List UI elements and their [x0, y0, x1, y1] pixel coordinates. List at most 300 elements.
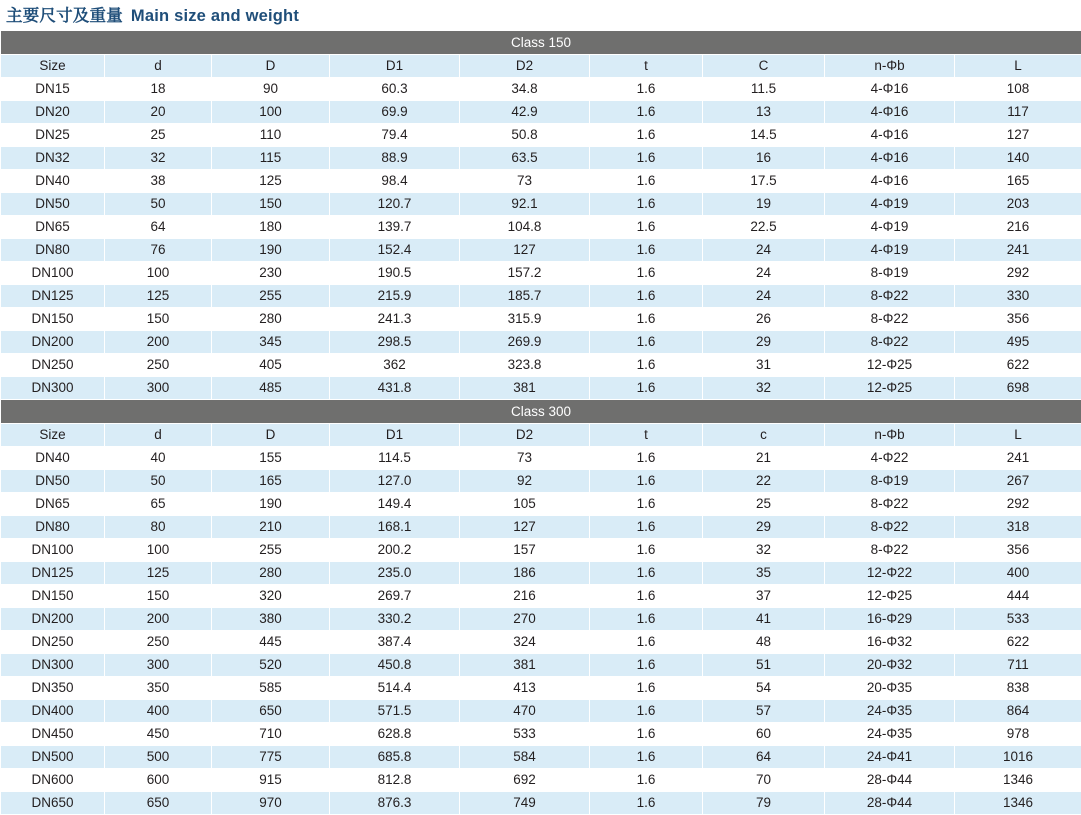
cell-value: 29: [703, 331, 825, 354]
cell-value: 8-Φ22: [825, 539, 955, 562]
cell-size: DN250: [1, 354, 105, 377]
cell-value: 1.6: [590, 239, 703, 262]
cell-value: 710: [212, 723, 330, 746]
cell-value: 125: [105, 285, 212, 308]
cell-value: 203: [955, 193, 1081, 216]
cell-value: 1.6: [590, 285, 703, 308]
cell-value: 571.5: [330, 700, 460, 723]
cell-value: 8-Φ22: [825, 285, 955, 308]
cell-size: DN350: [1, 677, 105, 700]
cell-value: 292: [955, 262, 1081, 285]
cell-value: 24: [703, 239, 825, 262]
cell-value: 230: [212, 262, 330, 285]
table-row: [1, 539, 1081, 562]
cell-value: 38: [105, 170, 212, 193]
page-title-chinese: 主要尺寸及重量: [6, 7, 123, 25]
cell-value: 241: [955, 447, 1081, 470]
cell-value: 514.4: [330, 677, 460, 700]
column-header: t: [590, 424, 703, 447]
cell-value: 400: [955, 562, 1081, 585]
cell-value: 4-Φ16: [825, 170, 955, 193]
cell-value: 108: [955, 78, 1081, 101]
cell-value: 362: [330, 354, 460, 377]
cell-value: 350: [105, 677, 212, 700]
cell-value: 1.6: [590, 608, 703, 631]
cell-value: 1016: [955, 746, 1081, 769]
table-row: [1, 239, 1081, 262]
cell-value: 88.9: [330, 147, 460, 170]
cell-size: DN450: [1, 723, 105, 746]
cell-value: 1.6: [590, 585, 703, 608]
cell-size: DN600: [1, 769, 105, 792]
cell-value: 64: [703, 746, 825, 769]
cell-value: 8-Φ22: [825, 493, 955, 516]
table-row: [1, 631, 1081, 654]
cell-size: DN32: [1, 147, 105, 170]
cell-size: DN200: [1, 608, 105, 631]
cell-value: 127: [460, 239, 590, 262]
cell-value: 250: [105, 631, 212, 654]
table-row: [1, 585, 1081, 608]
cell-value: 79.4: [330, 124, 460, 147]
table-row: [1, 354, 1081, 377]
cell-value: 444: [955, 585, 1081, 608]
cell-size: DN80: [1, 516, 105, 539]
cell-value: 450: [105, 723, 212, 746]
cell-value: 533: [460, 723, 590, 746]
cell-value: 1.6: [590, 769, 703, 792]
table-body: [1, 31, 1081, 815]
cell-value: 17.5: [703, 170, 825, 193]
column-header: Size: [1, 55, 105, 78]
cell-value: 29: [703, 516, 825, 539]
cell-size: DN250: [1, 631, 105, 654]
cell-value: 1.6: [590, 562, 703, 585]
cell-value: 73: [460, 447, 590, 470]
cell-value: 98.4: [330, 170, 460, 193]
cell-value: 4-Φ19: [825, 193, 955, 216]
cell-size: DN650: [1, 792, 105, 815]
cell-size: DN300: [1, 654, 105, 677]
column-header: D1: [330, 55, 460, 78]
cell-value: 24: [703, 262, 825, 285]
cell-size: DN200: [1, 331, 105, 354]
column-header: n-Φb: [825, 55, 955, 78]
cell-value: 60: [703, 723, 825, 746]
cell-value: 150: [105, 308, 212, 331]
cell-value: 12-Φ25: [825, 585, 955, 608]
cell-value: 8-Φ19: [825, 262, 955, 285]
cell-value: 216: [955, 216, 1081, 239]
cell-value: 749: [460, 792, 590, 815]
cell-value: 4-Φ16: [825, 147, 955, 170]
main-size-weight-table: [0, 30, 1081, 815]
cell-value: 381: [460, 654, 590, 677]
table-row: [1, 377, 1081, 400]
cell-value: 4-Φ16: [825, 124, 955, 147]
table-row: [1, 308, 1081, 331]
cell-value: 450.8: [330, 654, 460, 677]
cell-value: 711: [955, 654, 1081, 677]
cell-value: 190: [212, 493, 330, 516]
cell-size: DN100: [1, 539, 105, 562]
column-header: t: [590, 55, 703, 78]
cell-value: 28-Φ44: [825, 769, 955, 792]
cell-value: 200.2: [330, 539, 460, 562]
cell-value: 20-Φ32: [825, 654, 955, 677]
cell-value: 269.7: [330, 585, 460, 608]
cell-value: 345: [212, 331, 330, 354]
page-title-english: Main size and weight: [131, 7, 299, 25]
cell-value: 300: [105, 377, 212, 400]
cell-value: 413: [460, 677, 590, 700]
cell-value: 16: [703, 147, 825, 170]
class-band-label: Class 150: [1, 31, 1081, 55]
cell-value: 628.8: [330, 723, 460, 746]
cell-value: 1.6: [590, 746, 703, 769]
cell-value: 92.1: [460, 193, 590, 216]
cell-value: 298.5: [330, 331, 460, 354]
cell-value: 37: [703, 585, 825, 608]
cell-size: DN50: [1, 193, 105, 216]
cell-value: 31: [703, 354, 825, 377]
cell-value: 1.6: [590, 654, 703, 677]
cell-value: 4-Φ19: [825, 216, 955, 239]
cell-value: 8-Φ22: [825, 331, 955, 354]
cell-value: 25: [105, 124, 212, 147]
table-row: [1, 262, 1081, 285]
cell-value: 165: [955, 170, 1081, 193]
cell-value: 324: [460, 631, 590, 654]
cell-value: 180: [212, 216, 330, 239]
table-row: [1, 654, 1081, 677]
cell-size: DN125: [1, 285, 105, 308]
cell-value: 698: [955, 377, 1081, 400]
cell-value: 269.9: [460, 331, 590, 354]
cell-value: 1.6: [590, 101, 703, 124]
cell-value: 330.2: [330, 608, 460, 631]
table-header-row: [1, 424, 1081, 447]
cell-value: 139.7: [330, 216, 460, 239]
cell-value: 186: [460, 562, 590, 585]
cell-value: 165: [212, 470, 330, 493]
cell-value: 125: [105, 562, 212, 585]
cell-value: 330: [955, 285, 1081, 308]
cell-value: 32: [105, 147, 212, 170]
column-header: L: [955, 424, 1081, 447]
cell-value: 431.8: [330, 377, 460, 400]
cell-value: 28-Φ44: [825, 792, 955, 815]
cell-value: 50: [105, 193, 212, 216]
cell-value: 692: [460, 769, 590, 792]
cell-value: 1.6: [590, 78, 703, 101]
cell-value: 105: [460, 493, 590, 516]
cell-value: 1.6: [590, 539, 703, 562]
cell-value: 20-Φ35: [825, 677, 955, 700]
cell-value: 21: [703, 447, 825, 470]
table-row: [1, 700, 1081, 723]
cell-value: 485: [212, 377, 330, 400]
cell-size: DN40: [1, 447, 105, 470]
cell-value: 110: [212, 124, 330, 147]
cell-value: 16-Φ29: [825, 608, 955, 631]
column-header: d: [105, 424, 212, 447]
cell-value: 24-Φ41: [825, 746, 955, 769]
cell-size: DN150: [1, 308, 105, 331]
cell-value: 280: [212, 308, 330, 331]
cell-value: 1.6: [590, 470, 703, 493]
cell-value: 63.5: [460, 147, 590, 170]
cell-value: 149.4: [330, 493, 460, 516]
column-header: c: [703, 424, 825, 447]
cell-value: 241: [955, 239, 1081, 262]
table-row: [1, 493, 1081, 516]
cell-size: DN50: [1, 470, 105, 493]
cell-value: 4-Φ19: [825, 239, 955, 262]
cell-value: 1.6: [590, 700, 703, 723]
cell-value: 22: [703, 470, 825, 493]
cell-value: 35: [703, 562, 825, 585]
cell-size: DN25: [1, 124, 105, 147]
cell-value: 533: [955, 608, 1081, 631]
cell-value: 70: [703, 769, 825, 792]
cell-value: 69.9: [330, 101, 460, 124]
cell-value: 8-Φ22: [825, 516, 955, 539]
table-row: [1, 516, 1081, 539]
cell-value: 54: [703, 677, 825, 700]
cell-size: DN100: [1, 262, 105, 285]
cell-value: 114.5: [330, 447, 460, 470]
cell-size: DN80: [1, 239, 105, 262]
cell-value: 150: [212, 193, 330, 216]
column-header: n-Φb: [825, 424, 955, 447]
cell-value: 1.6: [590, 193, 703, 216]
cell-value: 11.5: [703, 78, 825, 101]
cell-value: 280: [212, 562, 330, 585]
table-row: [1, 746, 1081, 769]
cell-value: 50: [105, 470, 212, 493]
cell-size: DN40: [1, 170, 105, 193]
cell-value: 500: [105, 746, 212, 769]
table-row: [1, 216, 1081, 239]
cell-value: 323.8: [460, 354, 590, 377]
cell-value: 1.6: [590, 354, 703, 377]
cell-value: 445: [212, 631, 330, 654]
column-header: Size: [1, 424, 105, 447]
cell-value: 241.3: [330, 308, 460, 331]
cell-size: DN65: [1, 216, 105, 239]
cell-value: 90: [212, 78, 330, 101]
cell-value: 622: [955, 631, 1081, 654]
cell-value: 16-Φ32: [825, 631, 955, 654]
cell-size: DN15: [1, 78, 105, 101]
cell-value: 1.6: [590, 262, 703, 285]
cell-value: 24-Φ35: [825, 723, 955, 746]
cell-value: 73: [460, 170, 590, 193]
cell-value: 76: [105, 239, 212, 262]
cell-value: 1.6: [590, 516, 703, 539]
table-row: [1, 124, 1081, 147]
cell-value: 255: [212, 285, 330, 308]
cell-value: 1.6: [590, 631, 703, 654]
cell-value: 1.6: [590, 308, 703, 331]
cell-value: 100: [212, 101, 330, 124]
cell-value: 320: [212, 585, 330, 608]
column-header: D: [212, 424, 330, 447]
cell-value: 255: [212, 539, 330, 562]
cell-value: 838: [955, 677, 1081, 700]
table-row: [1, 447, 1081, 470]
table-row: [1, 470, 1081, 493]
cell-value: 190.5: [330, 262, 460, 285]
cell-value: 34.8: [460, 78, 590, 101]
cell-value: 22.5: [703, 216, 825, 239]
cell-size: DN125: [1, 562, 105, 585]
cell-value: 100: [105, 539, 212, 562]
cell-value: 168.1: [330, 516, 460, 539]
table-row: [1, 792, 1081, 815]
cell-value: 157: [460, 539, 590, 562]
cell-value: 520: [212, 654, 330, 677]
table-row: [1, 331, 1081, 354]
cell-value: 48: [703, 631, 825, 654]
cell-value: 315.9: [460, 308, 590, 331]
cell-value: 4-Φ16: [825, 78, 955, 101]
cell-value: 32: [703, 539, 825, 562]
cell-value: 1.6: [590, 792, 703, 815]
cell-size: DN400: [1, 700, 105, 723]
cell-value: 200: [105, 608, 212, 631]
cell-value: 14.5: [703, 124, 825, 147]
cell-value: 1.6: [590, 677, 703, 700]
cell-value: 216: [460, 585, 590, 608]
cell-value: 12-Φ25: [825, 354, 955, 377]
table-row: [1, 608, 1081, 631]
column-header: D1: [330, 424, 460, 447]
cell-value: 405: [212, 354, 330, 377]
cell-value: 42.9: [460, 101, 590, 124]
cell-value: 585: [212, 677, 330, 700]
cell-value: 40: [105, 447, 212, 470]
table-row: [1, 78, 1081, 101]
cell-value: 50.8: [460, 124, 590, 147]
cell-value: 267: [955, 470, 1081, 493]
cell-value: 152.4: [330, 239, 460, 262]
cell-value: 685.8: [330, 746, 460, 769]
cell-value: 1.6: [590, 447, 703, 470]
cell-value: 24-Φ35: [825, 700, 955, 723]
cell-value: 318: [955, 516, 1081, 539]
cell-value: 650: [105, 792, 212, 815]
table-row: [1, 562, 1081, 585]
cell-value: 157.2: [460, 262, 590, 285]
cell-value: 1346: [955, 769, 1081, 792]
cell-value: 127.0: [330, 470, 460, 493]
table-row: [1, 769, 1081, 792]
cell-value: 470: [460, 700, 590, 723]
cell-value: 41: [703, 608, 825, 631]
cell-value: 117: [955, 101, 1081, 124]
cell-value: 8-Φ19: [825, 470, 955, 493]
cell-value: 24: [703, 285, 825, 308]
cell-value: 978: [955, 723, 1081, 746]
page-title: [0, 0, 1081, 30]
cell-value: 57: [703, 700, 825, 723]
cell-value: 155: [212, 447, 330, 470]
cell-value: 215.9: [330, 285, 460, 308]
cell-value: 915: [212, 769, 330, 792]
cell-value: 65: [105, 493, 212, 516]
cell-value: 400: [105, 700, 212, 723]
cell-value: 356: [955, 308, 1081, 331]
cell-value: 292: [955, 493, 1081, 516]
column-header: L: [955, 55, 1081, 78]
cell-value: 190: [212, 239, 330, 262]
cell-value: 26: [703, 308, 825, 331]
cell-value: 970: [212, 792, 330, 815]
cell-value: 356: [955, 539, 1081, 562]
table-row: [1, 723, 1081, 746]
cell-value: 1.6: [590, 331, 703, 354]
table-row: [1, 101, 1081, 124]
cell-size: DN20: [1, 101, 105, 124]
cell-value: 864: [955, 700, 1081, 723]
cell-value: 775: [212, 746, 330, 769]
cell-value: 380: [212, 608, 330, 631]
class-band-row: [1, 31, 1081, 55]
cell-value: 18: [105, 78, 212, 101]
cell-value: 650: [212, 700, 330, 723]
cell-value: 270: [460, 608, 590, 631]
cell-value: 185.7: [460, 285, 590, 308]
cell-size: DN65: [1, 493, 105, 516]
cell-value: 584: [460, 746, 590, 769]
cell-value: 200: [105, 331, 212, 354]
cell-size: DN150: [1, 585, 105, 608]
cell-value: 12-Φ22: [825, 562, 955, 585]
cell-value: 25: [703, 493, 825, 516]
cell-value: 125: [212, 170, 330, 193]
cell-value: 100: [105, 262, 212, 285]
cell-value: 32: [703, 377, 825, 400]
table-row: [1, 147, 1081, 170]
table-row: [1, 193, 1081, 216]
class-band-row: [1, 400, 1081, 424]
cell-value: 1.6: [590, 216, 703, 239]
cell-value: 812.8: [330, 769, 460, 792]
cell-value: 127: [460, 516, 590, 539]
cell-value: 19: [703, 193, 825, 216]
cell-value: 876.3: [330, 792, 460, 815]
cell-value: 250: [105, 354, 212, 377]
cell-value: 4-Φ22: [825, 447, 955, 470]
cell-value: 140: [955, 147, 1081, 170]
cell-value: 127: [955, 124, 1081, 147]
cell-value: 150: [105, 585, 212, 608]
cell-value: 210: [212, 516, 330, 539]
cell-value: 60.3: [330, 78, 460, 101]
cell-value: 120.7: [330, 193, 460, 216]
cell-value: 381: [460, 377, 590, 400]
column-header: D2: [460, 424, 590, 447]
cell-value: 1.6: [590, 147, 703, 170]
cell-value: 115: [212, 147, 330, 170]
column-header: D2: [460, 55, 590, 78]
cell-value: 1.6: [590, 493, 703, 516]
cell-value: 12-Φ25: [825, 377, 955, 400]
table-row: [1, 170, 1081, 193]
cell-value: 4-Φ16: [825, 101, 955, 124]
